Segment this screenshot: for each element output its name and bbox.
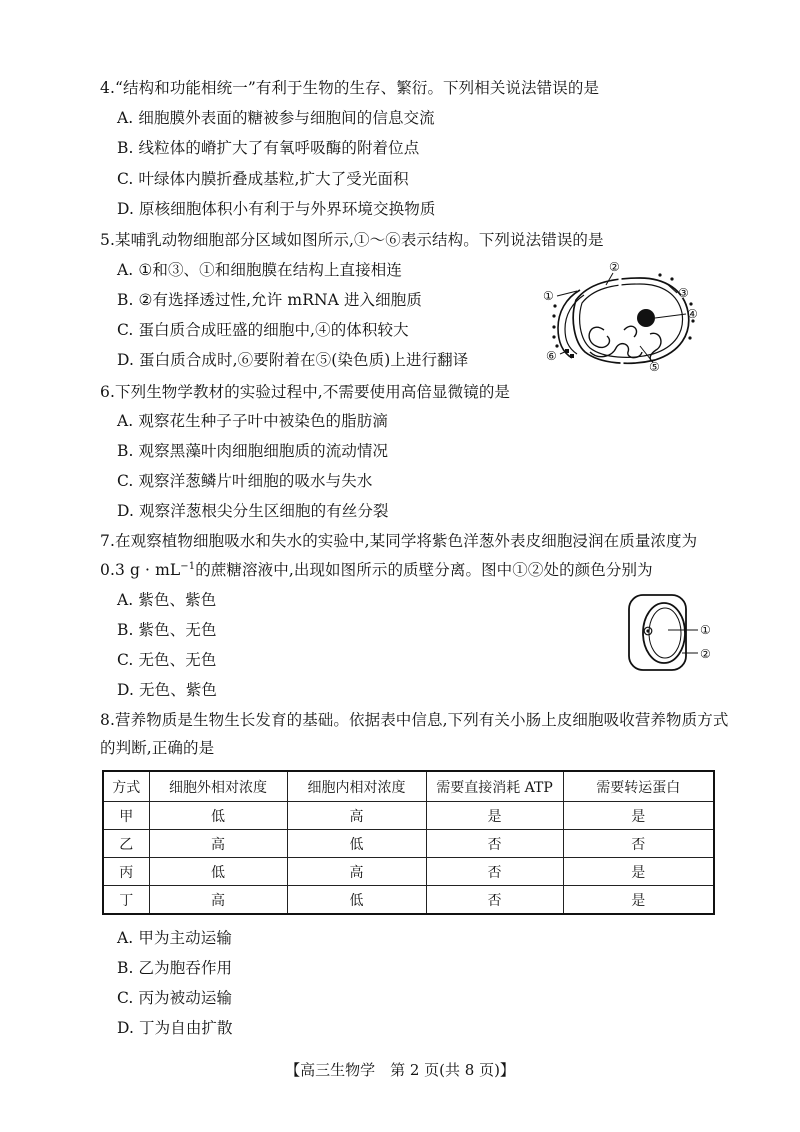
q4-option-c: C. 叶绿体内膜折叠成基粒,扩大了受光面积 (117, 170, 409, 188)
table-header: 方式 (103, 771, 149, 802)
table-cell: 高 (149, 886, 287, 915)
q6-option-d: D. 观察洋葱根尖分生区细胞的有丝分裂 (117, 502, 389, 520)
label-1: ① (700, 623, 711, 637)
table-cell: 否 (426, 830, 563, 858)
table-cell: 高 (287, 802, 426, 830)
table-cell: 低 (149, 858, 287, 886)
label-2: ② (609, 260, 620, 274)
table-header: 细胞内相对浓度 (287, 771, 426, 802)
q4-stem: 4.“结构和功能相统一”有利于生物的生存、繁衍。下列相关说法错误的是 (100, 79, 600, 97)
q8-stem-line2: 的判断,正确的是 (100, 739, 215, 757)
ribosome (689, 302, 692, 305)
table-header: 细胞外相对浓度 (149, 771, 287, 802)
table-cell: 是 (563, 802, 714, 830)
label-5: ⑤ (649, 360, 660, 374)
q7-concentration: 0.3 g · mL (100, 561, 181, 579)
label-3: ③ (678, 286, 689, 300)
nucleolus (637, 309, 655, 327)
table-cell: 丙 (103, 858, 149, 886)
label-6: ⑥ (546, 349, 557, 363)
q7-stem-line2-text: 的蔗糖溶液中,出现如图所示的质壁分离。图中①②处的颜色分别为 (195, 561, 653, 579)
ribosome (553, 304, 556, 307)
q7-option-c: C. 无色、无色 (117, 651, 217, 669)
leader-line (655, 314, 686, 318)
table-row (103, 858, 714, 886)
q8-option-b: B. 乙为胞吞作用 (117, 959, 233, 977)
q4-option-d: D. 原核细胞体积小有利于与外界环境交换物质 (117, 200, 436, 218)
table-header: 需要转运蛋白 (563, 771, 714, 802)
q5-option-c: C. 蛋白质合成旺盛的细胞中,④的体积较大 (117, 321, 409, 339)
ribosome (555, 344, 558, 347)
q7-plasmolysis-diagram (620, 588, 720, 678)
page-footer: 【高三生物学 第 2 页(共 8 页)】 (285, 1061, 515, 1079)
ribosome (688, 336, 691, 339)
table-cell: 丁 (103, 886, 149, 915)
q4-option-a: A. 细胞膜外表面的糖被参与细胞间的信息交流 (117, 109, 435, 127)
q5-stem: 5.某哺乳动物细胞部分区域如图所示,①～⑥表示结构。下列说法错误的是 (100, 231, 604, 249)
table-cell: 否 (426, 858, 563, 886)
table-cell: 低 (149, 802, 287, 830)
nuclear-envelope-inner (580, 284, 683, 357)
chromatin (589, 327, 609, 347)
transport-table (102, 770, 715, 915)
table-cell: 是 (426, 802, 563, 830)
q8-option-d: D. 丁为自由扩散 (117, 1019, 233, 1037)
q7-stem-line1: 7.在观察植物细胞吸水和失水的实验中,某同学将紫色洋葱外表皮细胞浸润在质量浓度为 (100, 532, 698, 550)
table-cell: 甲 (103, 802, 149, 830)
q7-option-d: D. 无色、紫色 (117, 681, 218, 699)
table-cell: 是 (563, 886, 714, 915)
q5-cell-diagram (535, 255, 715, 375)
q5-option-d: D. 蛋白质合成时,⑥要附着在⑤(染色质)上进行翻译 (117, 351, 469, 369)
q6-option-a: A. 观察花生种子子叶中被染色的脂肪滴 (117, 412, 388, 430)
table-row (103, 802, 714, 830)
cell-wall (629, 595, 686, 670)
q4-option-b: B. 线粒体的嵴扩大了有氧呼吸酶的附着位点 (117, 139, 420, 157)
table-cell: 低 (287, 886, 426, 915)
label-1: ① (543, 289, 554, 303)
q6-option-b: B. 观察黑藻叶肉细胞细胞质的流动情况 (117, 442, 389, 460)
q8-option-a: A. 甲为主动运输 (117, 929, 232, 947)
table-cell: 否 (426, 886, 563, 915)
nuclear-envelope-outer (573, 278, 689, 363)
q7-stem-line2 (100, 560, 653, 583)
ribosome (658, 273, 661, 276)
table-cell: 乙 (103, 830, 149, 858)
table-cell: 低 (287, 830, 426, 858)
label-2: ② (700, 647, 711, 661)
table-header: 需要直接消耗 ATP (426, 771, 563, 802)
chromatin (590, 344, 642, 358)
table-cell: 否 (563, 830, 714, 858)
q8-stem-line1: 8.营养物质是生物生长发育的基础。依据表中信息,下列有关小肠上皮细胞吸收营养物质方式 (100, 711, 729, 729)
ribosome (552, 314, 555, 317)
table-row (103, 830, 714, 858)
vacuole (649, 608, 681, 658)
nucleolus (646, 629, 649, 632)
q6-option-c: C. 观察洋葱鳞片叶细胞的吸水与失水 (117, 472, 373, 490)
leader-line (606, 273, 613, 285)
table-cell: 高 (287, 858, 426, 886)
q6-stem: 6.下列生物学教材的实验过程中,不需要使用高倍显微镜的是 (100, 383, 511, 401)
ribosome (552, 335, 555, 338)
ribosome (552, 325, 555, 328)
table-row (103, 886, 714, 915)
q7-option-b: B. 紫色、无色 (117, 621, 217, 639)
ribosome (670, 277, 673, 280)
ribosome (570, 354, 574, 358)
table-header-row (103, 771, 714, 802)
q7-option-a: A. 紫色、紫色 (117, 591, 217, 609)
q7-unit-exponent: −1 (180, 561, 196, 572)
q5-option-a: A. ①和③、①和细胞膜在结构上直接相连 (117, 261, 402, 279)
q5-option-b: B. ②有选择透过性,允许 mRNA 进入细胞质 (117, 291, 422, 309)
table-cell: 是 (563, 858, 714, 886)
table-cell: 高 (149, 830, 287, 858)
label-4: ④ (687, 307, 698, 321)
q8-option-c: C. 丙为被动运输 (117, 989, 233, 1007)
